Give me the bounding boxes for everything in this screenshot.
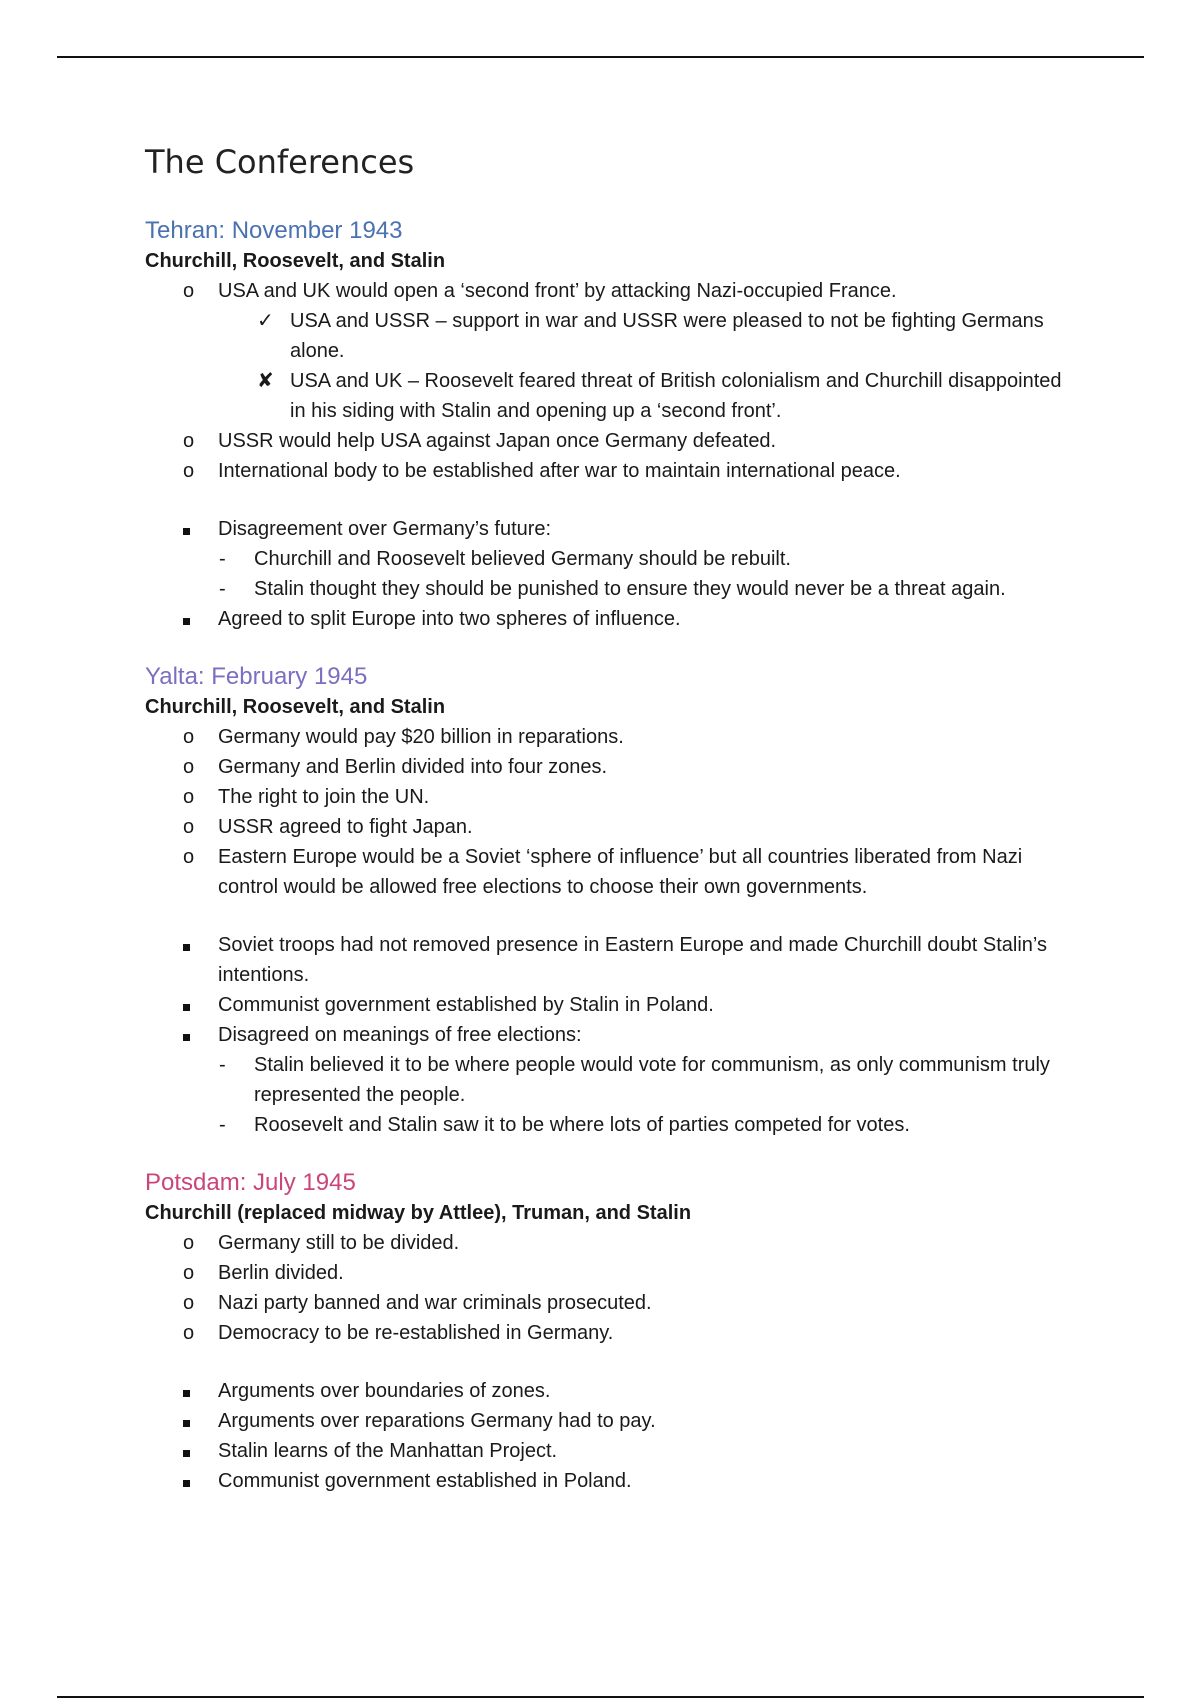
list-item: ✘ USA and UK – Roosevelt feared threat of British colonialism and Churchill disappointed in his siding with Stalin and opening up a ‘second front’. bbox=[145, 366, 1075, 426]
list-item: o Germany and Berlin divided into four zones. bbox=[145, 752, 1075, 782]
circle-bullet-icon: o bbox=[183, 726, 195, 748]
potsdam-heading: Potsdam: July 1945 bbox=[145, 1169, 356, 1196]
list-item: o USSR would help USA against Japan once Germany defeated. bbox=[145, 426, 1075, 456]
circle-bullet-icon: o bbox=[183, 816, 195, 838]
list-item: o The right to join the UN. bbox=[145, 782, 1075, 812]
list-item: - Churchill and Roosevelt believed Germany should be rebuilt. bbox=[145, 544, 1075, 574]
square-bullet-icon bbox=[183, 604, 190, 634]
square-bullet-icon bbox=[183, 930, 190, 960]
square-bullet-icon bbox=[183, 1376, 190, 1406]
circle-bullet-icon: o bbox=[183, 756, 195, 778]
list-item: o Eastern Europe would be a Soviet ‘sphere of influence’ but all countries liberated from Nazi control would be allowed free elections to choose their own governments. bbox=[145, 842, 1075, 902]
list-item: Agreed to split Europe into two spheres of influence. bbox=[145, 604, 1075, 634]
cross-icon: ✘ bbox=[257, 370, 274, 392]
yalta-agreements-list bbox=[145, 722, 1075, 902]
yalta-tensions-list bbox=[145, 930, 1075, 1140]
list-item: Communist government established in Poland. bbox=[145, 1466, 1075, 1496]
square-bullet-icon bbox=[183, 1406, 190, 1436]
list-item: o Democracy to be re-established in Germany. bbox=[145, 1318, 1075, 1348]
list-item: - Stalin thought they should be punished to ensure they would never be a threat again. bbox=[145, 574, 1075, 604]
list-item: o Berlin divided. bbox=[145, 1258, 1075, 1288]
dash-bullet-icon: - bbox=[219, 578, 226, 600]
square-bullet-icon bbox=[183, 514, 190, 544]
tehran-heading: Tehran: November 1943 bbox=[145, 217, 403, 244]
tehran-attendees: Churchill, Roosevelt, and Stalin bbox=[145, 250, 446, 272]
circle-bullet-icon: o bbox=[183, 430, 195, 452]
list-item: o Germany would pay $20 billion in reparations. bbox=[145, 722, 1075, 752]
square-bullet-icon bbox=[183, 1436, 190, 1466]
list-item: Arguments over boundaries of zones. bbox=[145, 1376, 1075, 1406]
potsdam-tensions-list bbox=[145, 1376, 1075, 1496]
list-item: - Roosevelt and Stalin saw it to be where lots of parties competed for votes. bbox=[145, 1110, 1075, 1140]
top-rule bbox=[57, 56, 1144, 58]
document-body bbox=[145, 138, 1075, 1496]
potsdam-agreements-list bbox=[145, 1228, 1075, 1348]
circle-bullet-icon: o bbox=[183, 1232, 195, 1254]
tehran-tensions-list bbox=[145, 514, 1075, 634]
list-item: Soviet troops had not removed presence in Eastern Europe and made Churchill doubt Stalin’s intentions. bbox=[145, 930, 1075, 990]
tehran-agreements-list bbox=[145, 276, 1075, 486]
dash-bullet-icon: - bbox=[219, 548, 226, 570]
list-item: o Germany still to be divided. bbox=[145, 1228, 1075, 1258]
list-item: - Stalin believed it to be where people would vote for communism, as only communism truly represented the people. bbox=[145, 1050, 1075, 1110]
dash-bullet-icon: - bbox=[219, 1114, 226, 1136]
list-item: Disagreement over Germany’s future: bbox=[145, 514, 1075, 544]
list-item: Arguments over reparations Germany had to pay. bbox=[145, 1406, 1075, 1436]
list-item: o Nazi party banned and war criminals prosecuted. bbox=[145, 1288, 1075, 1318]
square-bullet-icon bbox=[183, 1020, 190, 1050]
circle-bullet-icon: o bbox=[183, 460, 195, 482]
circle-bullet-icon: o bbox=[183, 280, 195, 302]
list-item: o International body to be established after war to maintain international peace. bbox=[145, 456, 1075, 486]
yalta-heading: Yalta: February 1945 bbox=[145, 663, 368, 690]
dash-bullet-icon: - bbox=[219, 1054, 226, 1076]
bottom-rule bbox=[57, 1696, 1144, 1698]
list-item: o USSR agreed to fight Japan. bbox=[145, 812, 1075, 842]
list-item: Communist government established by Stalin in Poland. bbox=[145, 990, 1075, 1020]
square-bullet-icon bbox=[183, 990, 190, 1020]
page-title: The Conferences bbox=[145, 143, 415, 181]
potsdam-attendees: Churchill (replaced midway by Attlee), Truman, and Stalin bbox=[145, 1202, 692, 1224]
check-icon: ✓ bbox=[257, 310, 274, 332]
circle-bullet-icon: o bbox=[183, 786, 195, 808]
circle-bullet-icon: o bbox=[183, 1322, 195, 1344]
circle-bullet-icon: o bbox=[183, 1262, 195, 1284]
list-item: Disagreed on meanings of free elections: bbox=[145, 1020, 1075, 1050]
list-item: ✓ USA and USSR – support in war and USSR were pleased to not be fighting Germans alone. bbox=[145, 306, 1075, 366]
list-item: Stalin learns of the Manhattan Project. bbox=[145, 1436, 1075, 1466]
yalta-attendees: Churchill, Roosevelt, and Stalin bbox=[145, 696, 446, 718]
list-item: o USA and UK would open a ‘second front’ by attacking Nazi-occupied France. bbox=[145, 276, 1075, 306]
circle-bullet-icon: o bbox=[183, 846, 195, 868]
circle-bullet-icon: o bbox=[183, 1292, 195, 1314]
square-bullet-icon bbox=[183, 1466, 190, 1496]
